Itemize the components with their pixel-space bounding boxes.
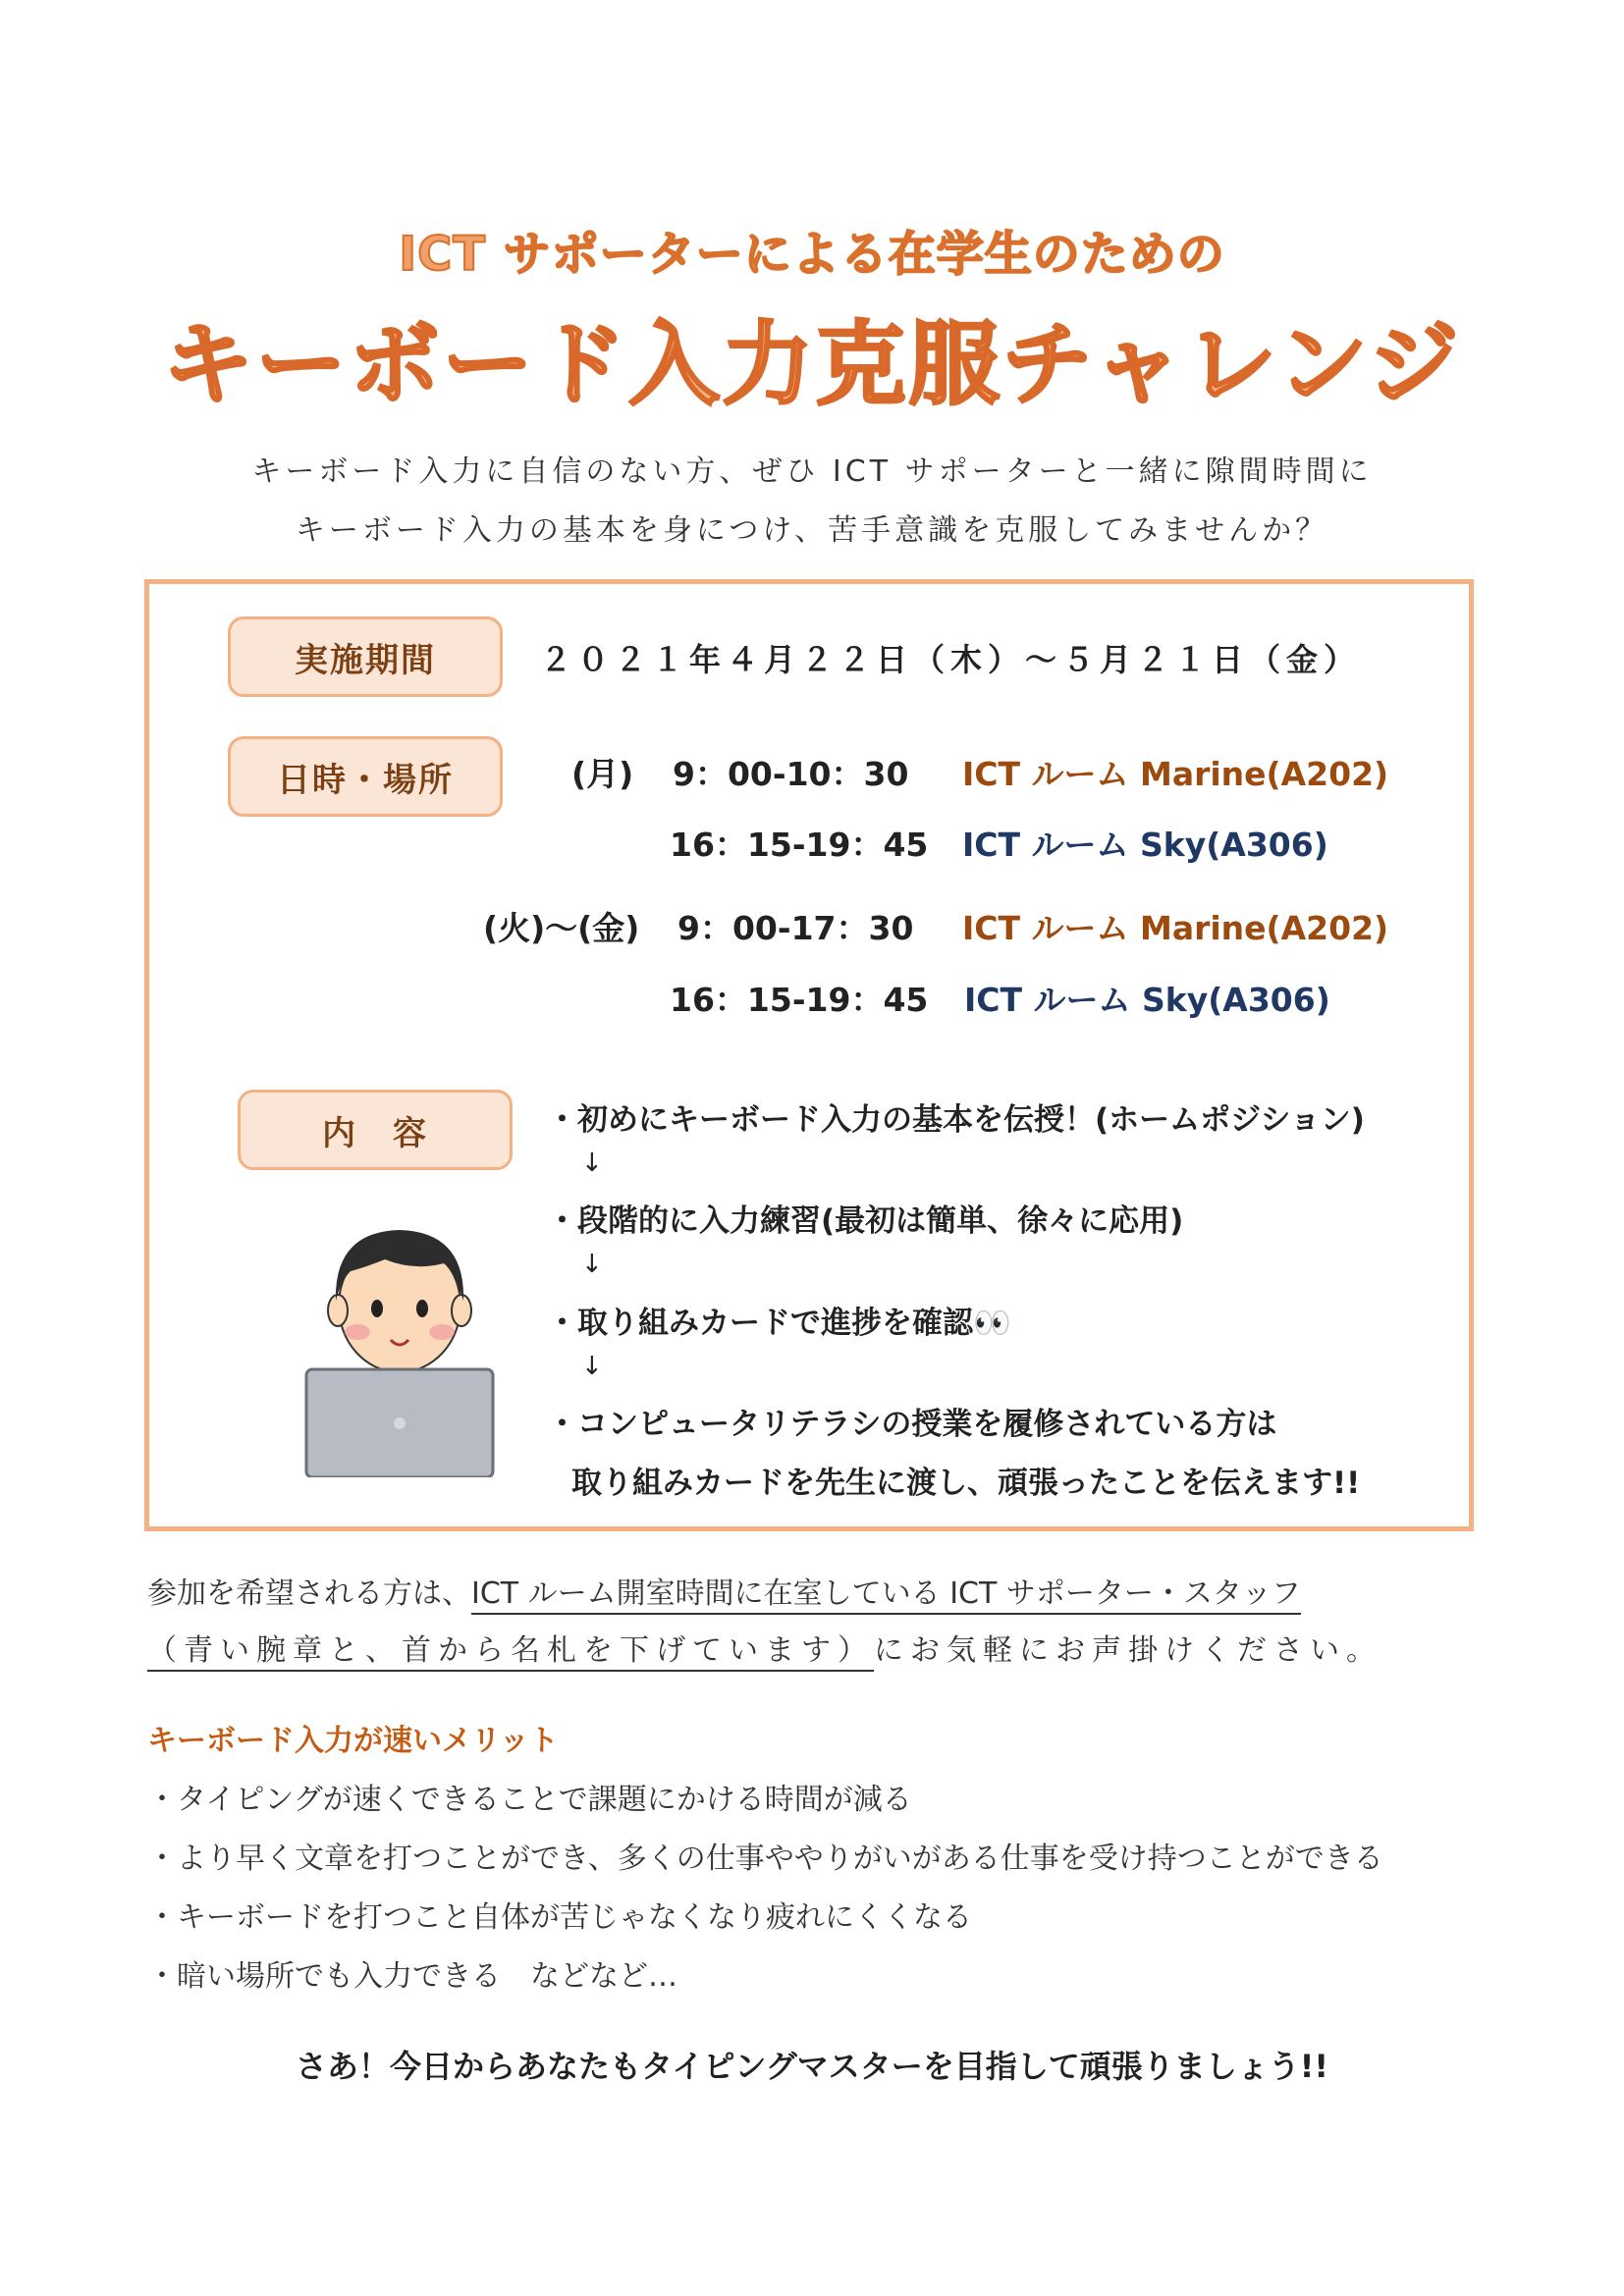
intro-line-1: キーボード入力に自信のない方、ぜひ ICT サポーターと一緒に隙間時間に	[251, 454, 1373, 489]
closing-message: さあ！今日からあなたもタイピングマスターを目指して頑張りましょう!!	[296, 2048, 1328, 2085]
schedule-label: 日時・場所	[228, 736, 503, 817]
schedule-time: 16：15-19：45	[670, 826, 929, 864]
page-subtitle: ICT サポーターによる在学生のための	[399, 227, 1225, 282]
down-arrow-icon: ↓	[581, 1352, 603, 1381]
schedule-day: (火)～(金)	[483, 909, 640, 947]
participation-line-1	[147, 1569, 1301, 1612]
schedule-day: (月)	[571, 755, 634, 793]
period-value: ２０２１年４月２２日（木）～５月２１日（金）	[540, 641, 1362, 678]
schedule-room: ICT ルーム Marine(A202)	[962, 755, 1389, 793]
merit-item: ・暗い場所でも入力できる などなど…	[147, 1959, 677, 1994]
content-step: ・コンピュータリテラシの授業を履修されている方は	[547, 1407, 1277, 1442]
schedule-time: 9：00-10：30	[673, 755, 909, 793]
merit-item: ・キーボードを打つこと自体が苦じゃなくなり疲れにくくなる	[147, 1900, 972, 1935]
schedule-time: 9：00-17：30	[677, 909, 914, 947]
down-arrow-icon: ↓	[581, 1148, 603, 1178]
schedule-room: ICT ルーム Marine(A202)	[962, 909, 1389, 947]
content-label: 内 容	[238, 1090, 513, 1170]
content-step: 取り組みカードを先生に渡し、頑張ったことを伝えます!!	[571, 1466, 1361, 1501]
merits-heading: キーボード入力が速いメリット	[147, 1724, 559, 1758]
content-step: ・初めにキーボード入力の基本を伝授！(ホームポジション)	[547, 1102, 1365, 1138]
merit-item: ・より早く文章を打つことができ、多くの仕事ややりがいがある仕事を受け持つことができる	[147, 1842, 1383, 1876]
page-title: キーボード入力克服チャレンジ	[162, 312, 1462, 417]
schedule-room: ICT ルーム Sky(A306)	[964, 981, 1330, 1019]
participation-text: にお気軽にお声掛けください。	[874, 1633, 1382, 1668]
period-label: 実施期間	[228, 616, 503, 697]
participation-underlined: （青い腕章と、首から名札を下げています）	[147, 1633, 874, 1672]
merit-item: ・タイピングが速くできることで課題にかける時間が減る	[147, 1783, 912, 1817]
schedule-room: ICT ルーム Sky(A306)	[962, 826, 1328, 864]
content-step: ・取り組みカードで進捗を確認👀	[547, 1306, 1011, 1341]
participation-text: 参加を希望される方は、	[147, 1576, 471, 1611]
info-box	[144, 579, 1474, 1531]
intro-line-2: キーボード入力の基本を身につけ、苦手意識を克服してみませんか？	[295, 513, 1329, 548]
participation-line-2	[147, 1626, 1382, 1669]
content-step: ・段階的に入力練習(最初は簡単、徐々に応用)	[547, 1203, 1184, 1239]
schedule-time: 16：15-19：45	[670, 981, 929, 1019]
down-arrow-icon: ↓	[581, 1250, 603, 1279]
person-with-laptop-icon	[297, 1202, 503, 1477]
participation-underlined: ICT ルーム開室時間に在室している ICT サポーター・スタッフ	[471, 1576, 1301, 1615]
